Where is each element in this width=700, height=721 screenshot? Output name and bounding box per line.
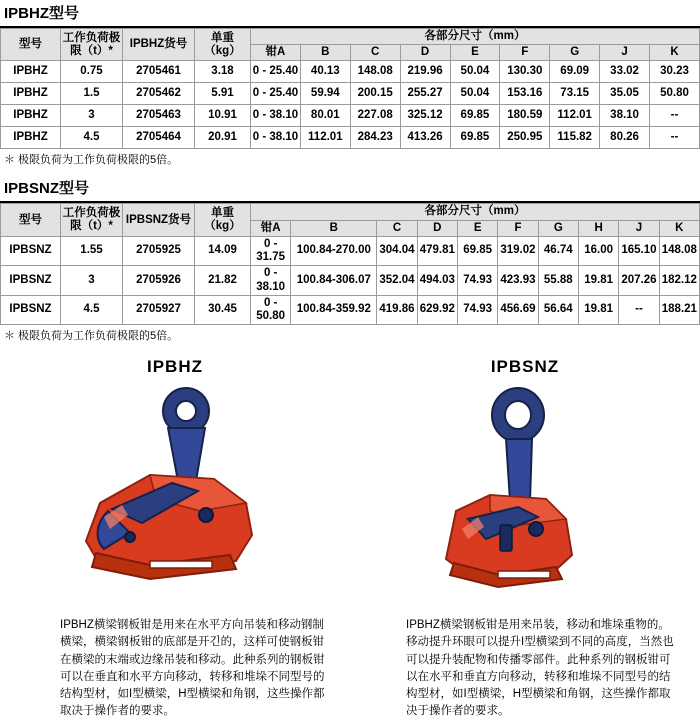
cell-dim-e: 69.85 xyxy=(450,127,500,149)
cell-weight: 14.09 xyxy=(195,236,251,265)
cell-dim-a: 0 - 25.40 xyxy=(251,83,301,105)
cell-dim-a: 0 - 50.80 xyxy=(251,295,291,324)
cell-dim-c: 148.08 xyxy=(350,61,400,83)
cell-dim-e: 50.04 xyxy=(450,61,500,83)
cell-load: 3 xyxy=(61,105,123,127)
cell-model: IPBHZ xyxy=(1,61,61,83)
table-row xyxy=(1,236,700,265)
cell-dim-e: 69.85 xyxy=(457,236,497,265)
header-dim-c: C xyxy=(350,45,400,61)
header-dim-d: D xyxy=(417,220,457,236)
header-dim-e: E xyxy=(457,220,497,236)
cell-dim-g: 56.64 xyxy=(538,295,578,324)
header-dim-h: H xyxy=(578,220,618,236)
cell-dim-f: 319.02 xyxy=(498,236,538,265)
cell-dim-a: 0 - 38.10 xyxy=(251,127,301,149)
cell-code: 2705462 xyxy=(123,83,195,105)
figure-caption-ipbhz: IPBHZ横梁钢板钳是用来在水平方向吊装和移动钢制横梁，横梁钢板钳的底部是开긴的，这样可使钢板钳在横梁的末端或边缘吊装和移动。此种系列的钢板钳可以在垂直和水平方向移动，转移和堆垛不同型号的结构型材，如I型横梁，H型横梁和角钢，这些操作都取决于操作者的要求。 xyxy=(60,619,325,718)
header-code: IPBSNZ货号 xyxy=(123,204,195,236)
cell-dim-g: 55.88 xyxy=(538,266,578,295)
cell-dim-h: 19.81 xyxy=(578,266,618,295)
cell-dim-g: 73.15 xyxy=(550,83,600,105)
table-header-row xyxy=(1,204,700,220)
header-dim-b: B xyxy=(291,220,377,236)
table-row xyxy=(1,295,700,324)
header-load: 工作负荷极限（t）* xyxy=(61,29,123,61)
cell-dim-f: 180.59 xyxy=(500,105,550,127)
cell-dim-k: 188.21 xyxy=(659,295,699,324)
cell-model: IPBHZ xyxy=(1,105,61,127)
table-ipbhz xyxy=(0,28,700,149)
section-title-ipbhz: IPBHZ型号 xyxy=(0,0,700,28)
header-dim-e: E xyxy=(450,45,500,61)
header-weight: 单重（kg） xyxy=(195,29,251,61)
header-dim-g: G xyxy=(538,220,578,236)
cell-code: 2705464 xyxy=(123,127,195,149)
cell-dim-b: 80.01 xyxy=(300,105,350,127)
cell-dim-d: 413.26 xyxy=(400,127,450,149)
cell-model: IPBSNZ xyxy=(1,266,61,295)
header-dim-j: J xyxy=(619,220,659,236)
cell-load: 1.55 xyxy=(61,236,123,265)
cell-dim-e: 50.04 xyxy=(450,83,500,105)
cell-weight: 20.91 xyxy=(195,127,251,149)
cell-dim-b: 40.13 xyxy=(300,61,350,83)
cell-dim-d: 255.27 xyxy=(400,83,450,105)
header-dim-f: F xyxy=(498,220,538,236)
figures-row xyxy=(0,357,700,721)
cell-dim-k: 148.08 xyxy=(659,236,699,265)
header-dim-c: C xyxy=(377,220,417,236)
cell-dim-h: 19.81 xyxy=(578,295,618,324)
header-load: 工作负荷极限（t）* xyxy=(61,204,123,236)
cell-weight: 10.91 xyxy=(195,105,251,127)
header-dimensions: 各部分尺寸（mm） xyxy=(251,29,700,45)
header-dim-a: 钳A xyxy=(251,45,301,61)
cell-load: 3 xyxy=(61,266,123,295)
cell-code: 2705926 xyxy=(123,266,195,295)
cell-dim-j: 165.10 xyxy=(619,236,659,265)
cell-weight: 5.91 xyxy=(195,83,251,105)
cell-dim-f: 456.69 xyxy=(498,295,538,324)
cell-weight: 30.45 xyxy=(195,295,251,324)
cell-dim-e: 74.93 xyxy=(457,266,497,295)
cell-dim-f: 153.16 xyxy=(500,83,550,105)
cell-dim-c: 227.08 xyxy=(350,105,400,127)
cell-load: 4.5 xyxy=(61,127,123,149)
section-title-ipbsnz: IPBSNZ型号 xyxy=(0,175,700,203)
cell-dim-c: 352.04 xyxy=(377,266,417,295)
cell-dim-k: -- xyxy=(650,105,700,127)
cell-dim-a: 0 - 38.10 xyxy=(251,105,301,127)
header-dim-b: B xyxy=(300,45,350,61)
cell-code: 2705927 xyxy=(123,295,195,324)
table-row xyxy=(1,105,700,127)
header-dim-f: F xyxy=(500,45,550,61)
figure-ipbhz xyxy=(0,357,350,721)
cell-dim-b: 100.84-359.92 xyxy=(291,295,377,324)
header-model: 型号 xyxy=(1,204,61,236)
cell-dim-d: 219.96 xyxy=(400,61,450,83)
cell-dim-c: 419.86 xyxy=(377,295,417,324)
cell-dim-a: 0 - 25.40 xyxy=(251,61,301,83)
figure-caption-ipbsnz: IPBHZ横梁钢板钳是用来吊装，移动和堆垛重物的。移动提升环眼可以提升I型横梁到不同的高度，当然也可以提升装配物和传播零部件。此种系列的钢板钳可以在水平和垂直方向移动，转移和堆垛不同型号的结构型材，如I型横梁，H型横梁和角钢，这些操作都取决于操作者的要求。 xyxy=(406,619,674,718)
cell-dim-b: 100.84-270.00 xyxy=(291,236,377,265)
cell-dim-j: 35.05 xyxy=(600,83,650,105)
cell-dim-g: 115.82 xyxy=(550,127,600,149)
cell-code: 2705463 xyxy=(123,105,195,127)
header-dimensions: 各部分尺寸（mm） xyxy=(251,204,700,220)
cell-weight: 3.18 xyxy=(195,61,251,83)
table-row xyxy=(1,83,700,105)
header-dim-k: K xyxy=(659,220,699,236)
cell-dim-j: -- xyxy=(619,295,659,324)
table-row xyxy=(1,127,700,149)
cell-dim-c: 304.04 xyxy=(377,236,417,265)
header-dim-g: G xyxy=(550,45,600,61)
header-dim-d: D xyxy=(400,45,450,61)
cell-model: IPBHZ xyxy=(1,127,61,149)
cell-dim-b: 59.94 xyxy=(300,83,350,105)
cell-dim-d: 479.81 xyxy=(417,236,457,265)
cell-dim-g: 46.74 xyxy=(538,236,578,265)
header-weight: 单重（kg） xyxy=(195,204,251,236)
figure-image-ipbsnz xyxy=(350,383,700,613)
cell-dim-a: 0 - 38.10 xyxy=(251,266,291,295)
table-header-row xyxy=(1,29,700,45)
cell-dim-f: 250.95 xyxy=(500,127,550,149)
cell-dim-k: 182.12 xyxy=(659,266,699,295)
cell-load: 0.75 xyxy=(61,61,123,83)
cell-dim-j: 38.10 xyxy=(600,105,650,127)
header-dim-a: 钳A xyxy=(251,220,291,236)
cell-dim-d: 494.03 xyxy=(417,266,457,295)
cell-dim-k: 30.23 xyxy=(650,61,700,83)
cell-model: IPBHZ xyxy=(1,83,61,105)
table-ipbsnz xyxy=(0,203,700,325)
cell-dim-h: 16.00 xyxy=(578,236,618,265)
table-row xyxy=(1,61,700,83)
figure-image-ipbhz xyxy=(0,383,350,613)
cell-dim-e: 69.85 xyxy=(450,105,500,127)
cell-dim-f: 130.30 xyxy=(500,61,550,83)
cell-dim-g: 69.09 xyxy=(550,61,600,83)
cell-dim-k: 50.80 xyxy=(650,83,700,105)
footnote-ipbsnz: ＊ 极限负荷为工作负荷极限的5倍。 xyxy=(4,330,179,343)
cell-dim-e: 74.93 xyxy=(457,295,497,324)
table-row xyxy=(1,266,700,295)
header-dim-k: K xyxy=(650,45,700,61)
cell-dim-b: 100.84-306.07 xyxy=(291,266,377,295)
header-model: 型号 xyxy=(1,29,61,61)
header-code: IPBHZ货号 xyxy=(123,29,195,61)
cell-code: 2705461 xyxy=(123,61,195,83)
figure-title-ipbhz: IPBHZ xyxy=(147,357,203,377)
figure-ipbsnz xyxy=(350,357,700,721)
cell-dim-a: 0 - 31.75 xyxy=(251,236,291,265)
cell-dim-d: 629.92 xyxy=(417,295,457,324)
cell-dim-f: 423.93 xyxy=(498,266,538,295)
cell-dim-j: 80.26 xyxy=(600,127,650,149)
cell-dim-j: 33.02 xyxy=(600,61,650,83)
cell-model: IPBSNZ xyxy=(1,236,61,265)
footnote-ipbhz: ＊ 极限负荷为工作负荷极限的5倍。 xyxy=(4,154,179,167)
cell-load: 4.5 xyxy=(61,295,123,324)
cell-dim-d: 325.12 xyxy=(400,105,450,127)
cell-dim-c: 284.23 xyxy=(350,127,400,149)
cell-dim-g: 112.01 xyxy=(550,105,600,127)
cell-model: IPBSNZ xyxy=(1,295,61,324)
cell-dim-c: 200.15 xyxy=(350,83,400,105)
cell-dim-k: -- xyxy=(650,127,700,149)
cell-dim-j: 207.26 xyxy=(619,266,659,295)
cell-weight: 21.82 xyxy=(195,266,251,295)
cell-dim-b: 112.01 xyxy=(300,127,350,149)
header-dim-j: J xyxy=(600,45,650,61)
figure-title-ipbsnz: IPBSNZ xyxy=(490,357,560,377)
cell-load: 1.5 xyxy=(61,83,123,105)
cell-code: 2705925 xyxy=(123,236,195,265)
